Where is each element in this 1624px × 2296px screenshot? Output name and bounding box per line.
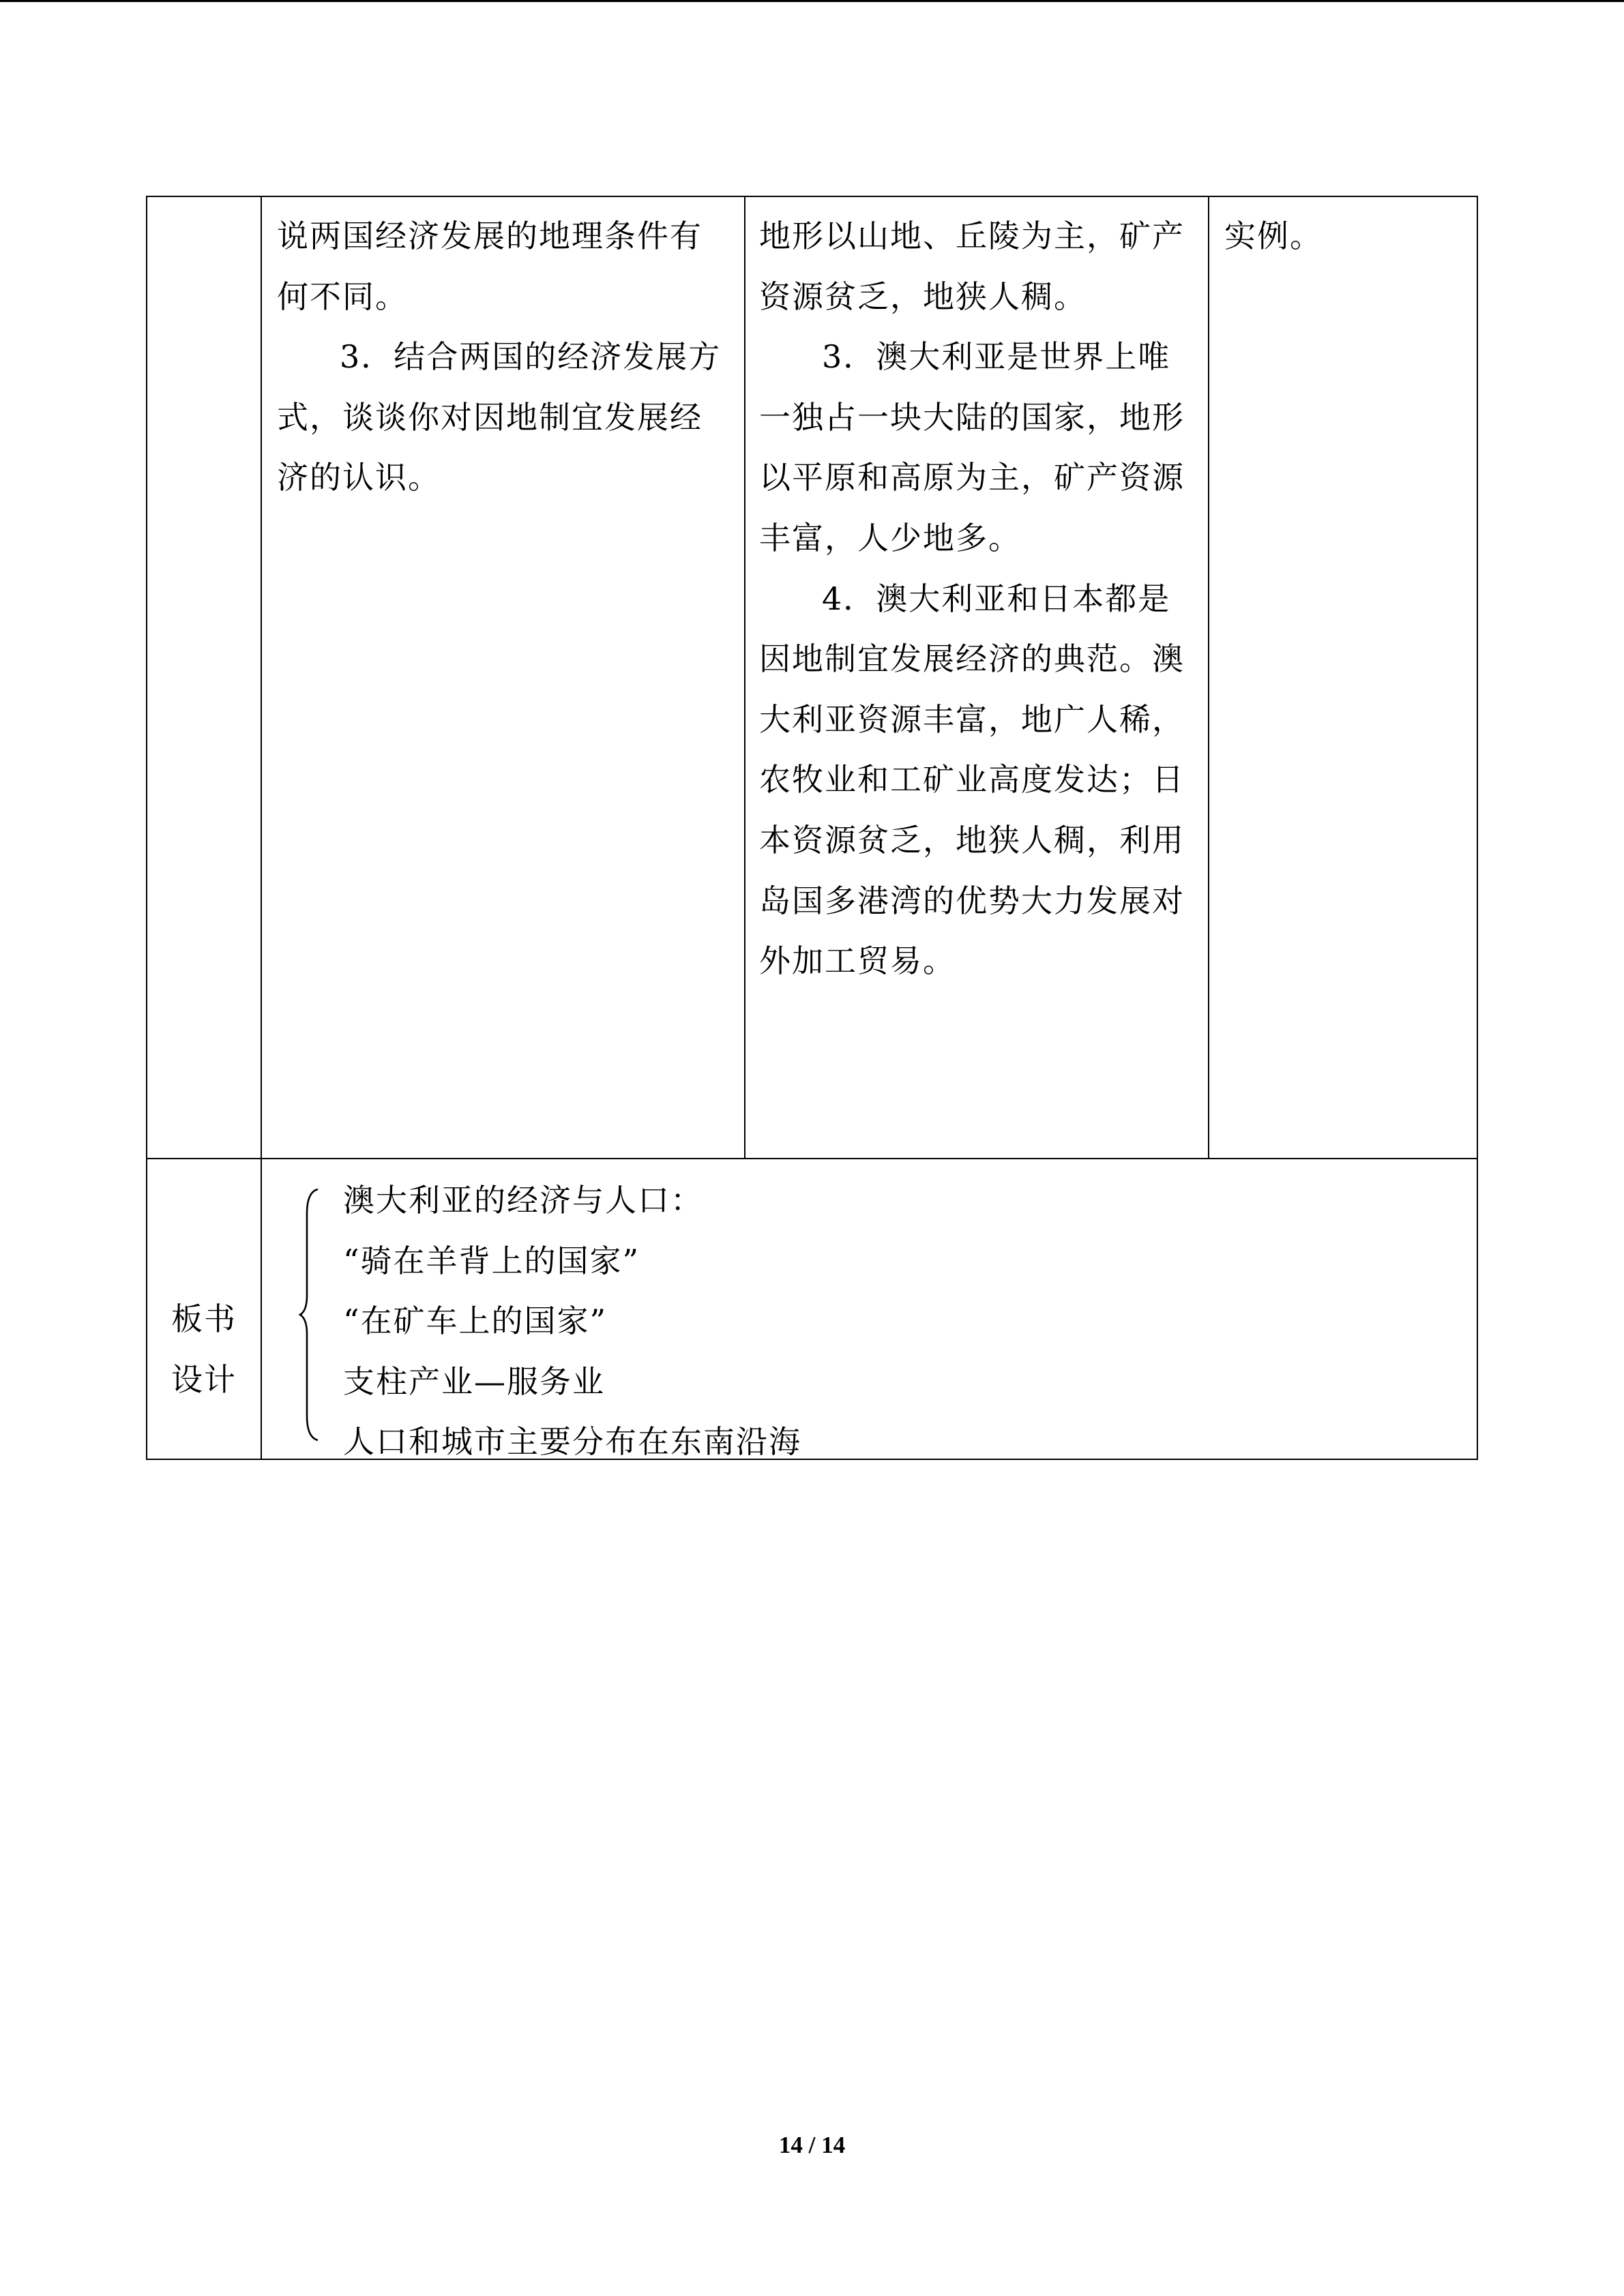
intent-text: 实例。	[1224, 218, 1323, 254]
board-item: 支柱产业—服务业	[343, 1362, 605, 1400]
board-content	[343, 1170, 1468, 1472]
column-divider-3	[1208, 196, 1209, 1159]
answer-3: 3．澳大利亚是世界上唯一独占一块大陆的国家，地形以平原和高原为主，矿产资源丰富，人少地多。	[759, 338, 1185, 556]
page-number: 14 / 14	[778, 2132, 846, 2158]
column-divider-2	[744, 196, 745, 1159]
board-item: 人口和城市主要分布在东南沿海	[343, 1423, 801, 1460]
answer-4: 4．澳大利亚和日本都是因地制宜发展经济的典范。澳大利亚资源丰富，地广人稀，农牧业和工矿业高度发达；日本资源贫乏，地狭人稠，利用岛国多港湾的优势大力发展对外加工贸易。	[759, 580, 1185, 980]
answer-cell	[759, 206, 1196, 992]
board-label-line-1: 板书	[171, 1300, 237, 1337]
board-item: 澳大利亚的经济与人口：	[343, 1182, 703, 1219]
question-3: 3．结合两国的经济发展方式，谈谈你对因地制宜发展经济的认识。	[277, 338, 722, 496]
table-top-border	[146, 196, 1478, 197]
row-divider	[146, 1158, 1478, 1159]
intent-cell	[1224, 206, 1463, 267]
question-2-continued: 说两国经济发展的地理条件有何不同。	[277, 218, 703, 315]
board-design-label	[147, 1289, 261, 1410]
curly-brace-icon	[297, 1187, 325, 1442]
board-item: “骑在羊背上的国家”	[343, 1242, 640, 1279]
column-divider-1	[261, 196, 262, 1460]
board-item: “在矿车上的国家”	[343, 1302, 608, 1339]
activity-cell	[277, 206, 733, 508]
table-right-border	[1477, 196, 1478, 1460]
table-left-border	[146, 196, 147, 1460]
answer-2-continued: 地形以山地、丘陵为主，矿产资源贫乏，地狭人稠。	[759, 218, 1185, 315]
board-label-line-2: 设计	[171, 1360, 237, 1398]
page-top-border	[0, 0, 1624, 2]
